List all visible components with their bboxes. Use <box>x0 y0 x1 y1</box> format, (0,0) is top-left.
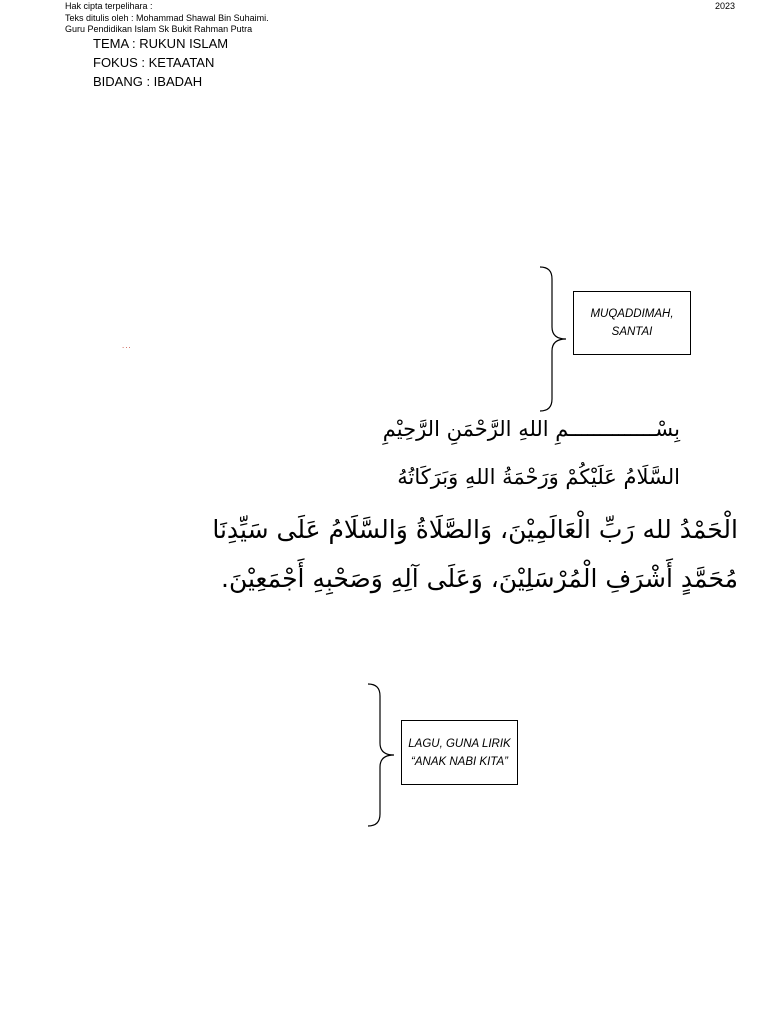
author-text: Teks ditulis oleh : Mohammad Shawal Bin Suhaimi. <box>65 13 269 23</box>
year-text: 2023 <box>715 1 736 11</box>
copyright-text: Hak cipta terpelihara : <box>65 1 153 11</box>
affiliation-text: Guru Pendidikan Islam Sk Bukit Rahman Putra <box>65 24 253 34</box>
curly-brace-lagu <box>364 682 400 828</box>
tema-line: TEMA : RUKUN ISLAM <box>93 36 229 51</box>
curly-brace-muqaddimah <box>536 265 572 413</box>
arabic-hamdalah-line2: مُحَمَّدٍ أَشْرَفِ الْمُرْسَلِيْنَ، وَعَلَى آلِهِ وَصَحْبِهِ أَجْمَعِيْنَ. <box>221 564 738 593</box>
note-box-muqaddimah: MUQADDIMAH, SANTAI <box>573 291 691 355</box>
red-dots-mark: ... <box>122 341 132 350</box>
arabic-salam: السَّلَامُ عَلَيْكُمْ وَرَحْمَةُ اللهِ وَبَرَكَاتُهُ <box>397 465 680 489</box>
arabic-basmalah: بِسْــــــــــــــمِ اللهِ الرَّحْمَنِ الرَّحِيْمِ <box>382 417 680 441</box>
arabic-hamdalah-line1: الْحَمْدُ لله رَبِّ الْعَالَمِيْنَ، وَالصَّلَاةُ وَالسَّلَامُ عَلَى سَيِّدِنَا <box>212 515 738 544</box>
bidang-line: BIDANG : IBADAH <box>93 74 203 89</box>
note-box-lagu: LAGU, GUNA LIRIK “ANAK NABI KITA” <box>401 720 518 785</box>
fokus-line: FOKUS : KETAATAN <box>93 55 215 70</box>
